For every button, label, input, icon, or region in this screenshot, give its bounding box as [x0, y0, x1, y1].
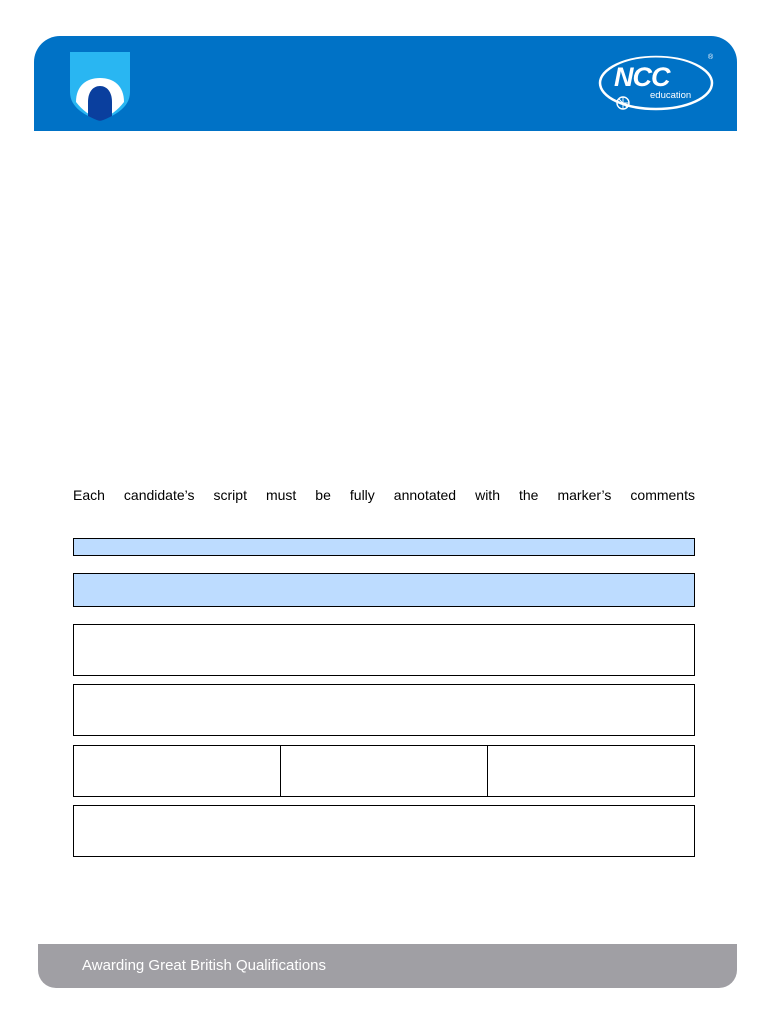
logo-registered-mark: ® [708, 54, 714, 61]
form-cell-3 [488, 746, 694, 796]
ncc-education-logo [594, 50, 720, 116]
form-field-2 [73, 684, 695, 736]
form-cell-1 [74, 746, 281, 796]
annotation-instruction: Each candidate’s script must be fully annotated with the marker’s comments [73, 487, 695, 503]
form-field-3 [73, 805, 695, 857]
form-row-three-cells [73, 745, 695, 797]
logo-wordmark: NCC [614, 62, 670, 92]
form-field-1 [73, 624, 695, 676]
form-cell-2 [281, 746, 488, 796]
form-bar-2 [73, 573, 695, 607]
shield-logo-icon [68, 50, 132, 122]
logo-subtitle: education [650, 90, 692, 101]
footer-band [38, 944, 737, 988]
form-bar-1 [73, 538, 695, 556]
header-band [34, 36, 737, 131]
footer-tagline: Awarding Great British Qualifications [82, 957, 326, 974]
